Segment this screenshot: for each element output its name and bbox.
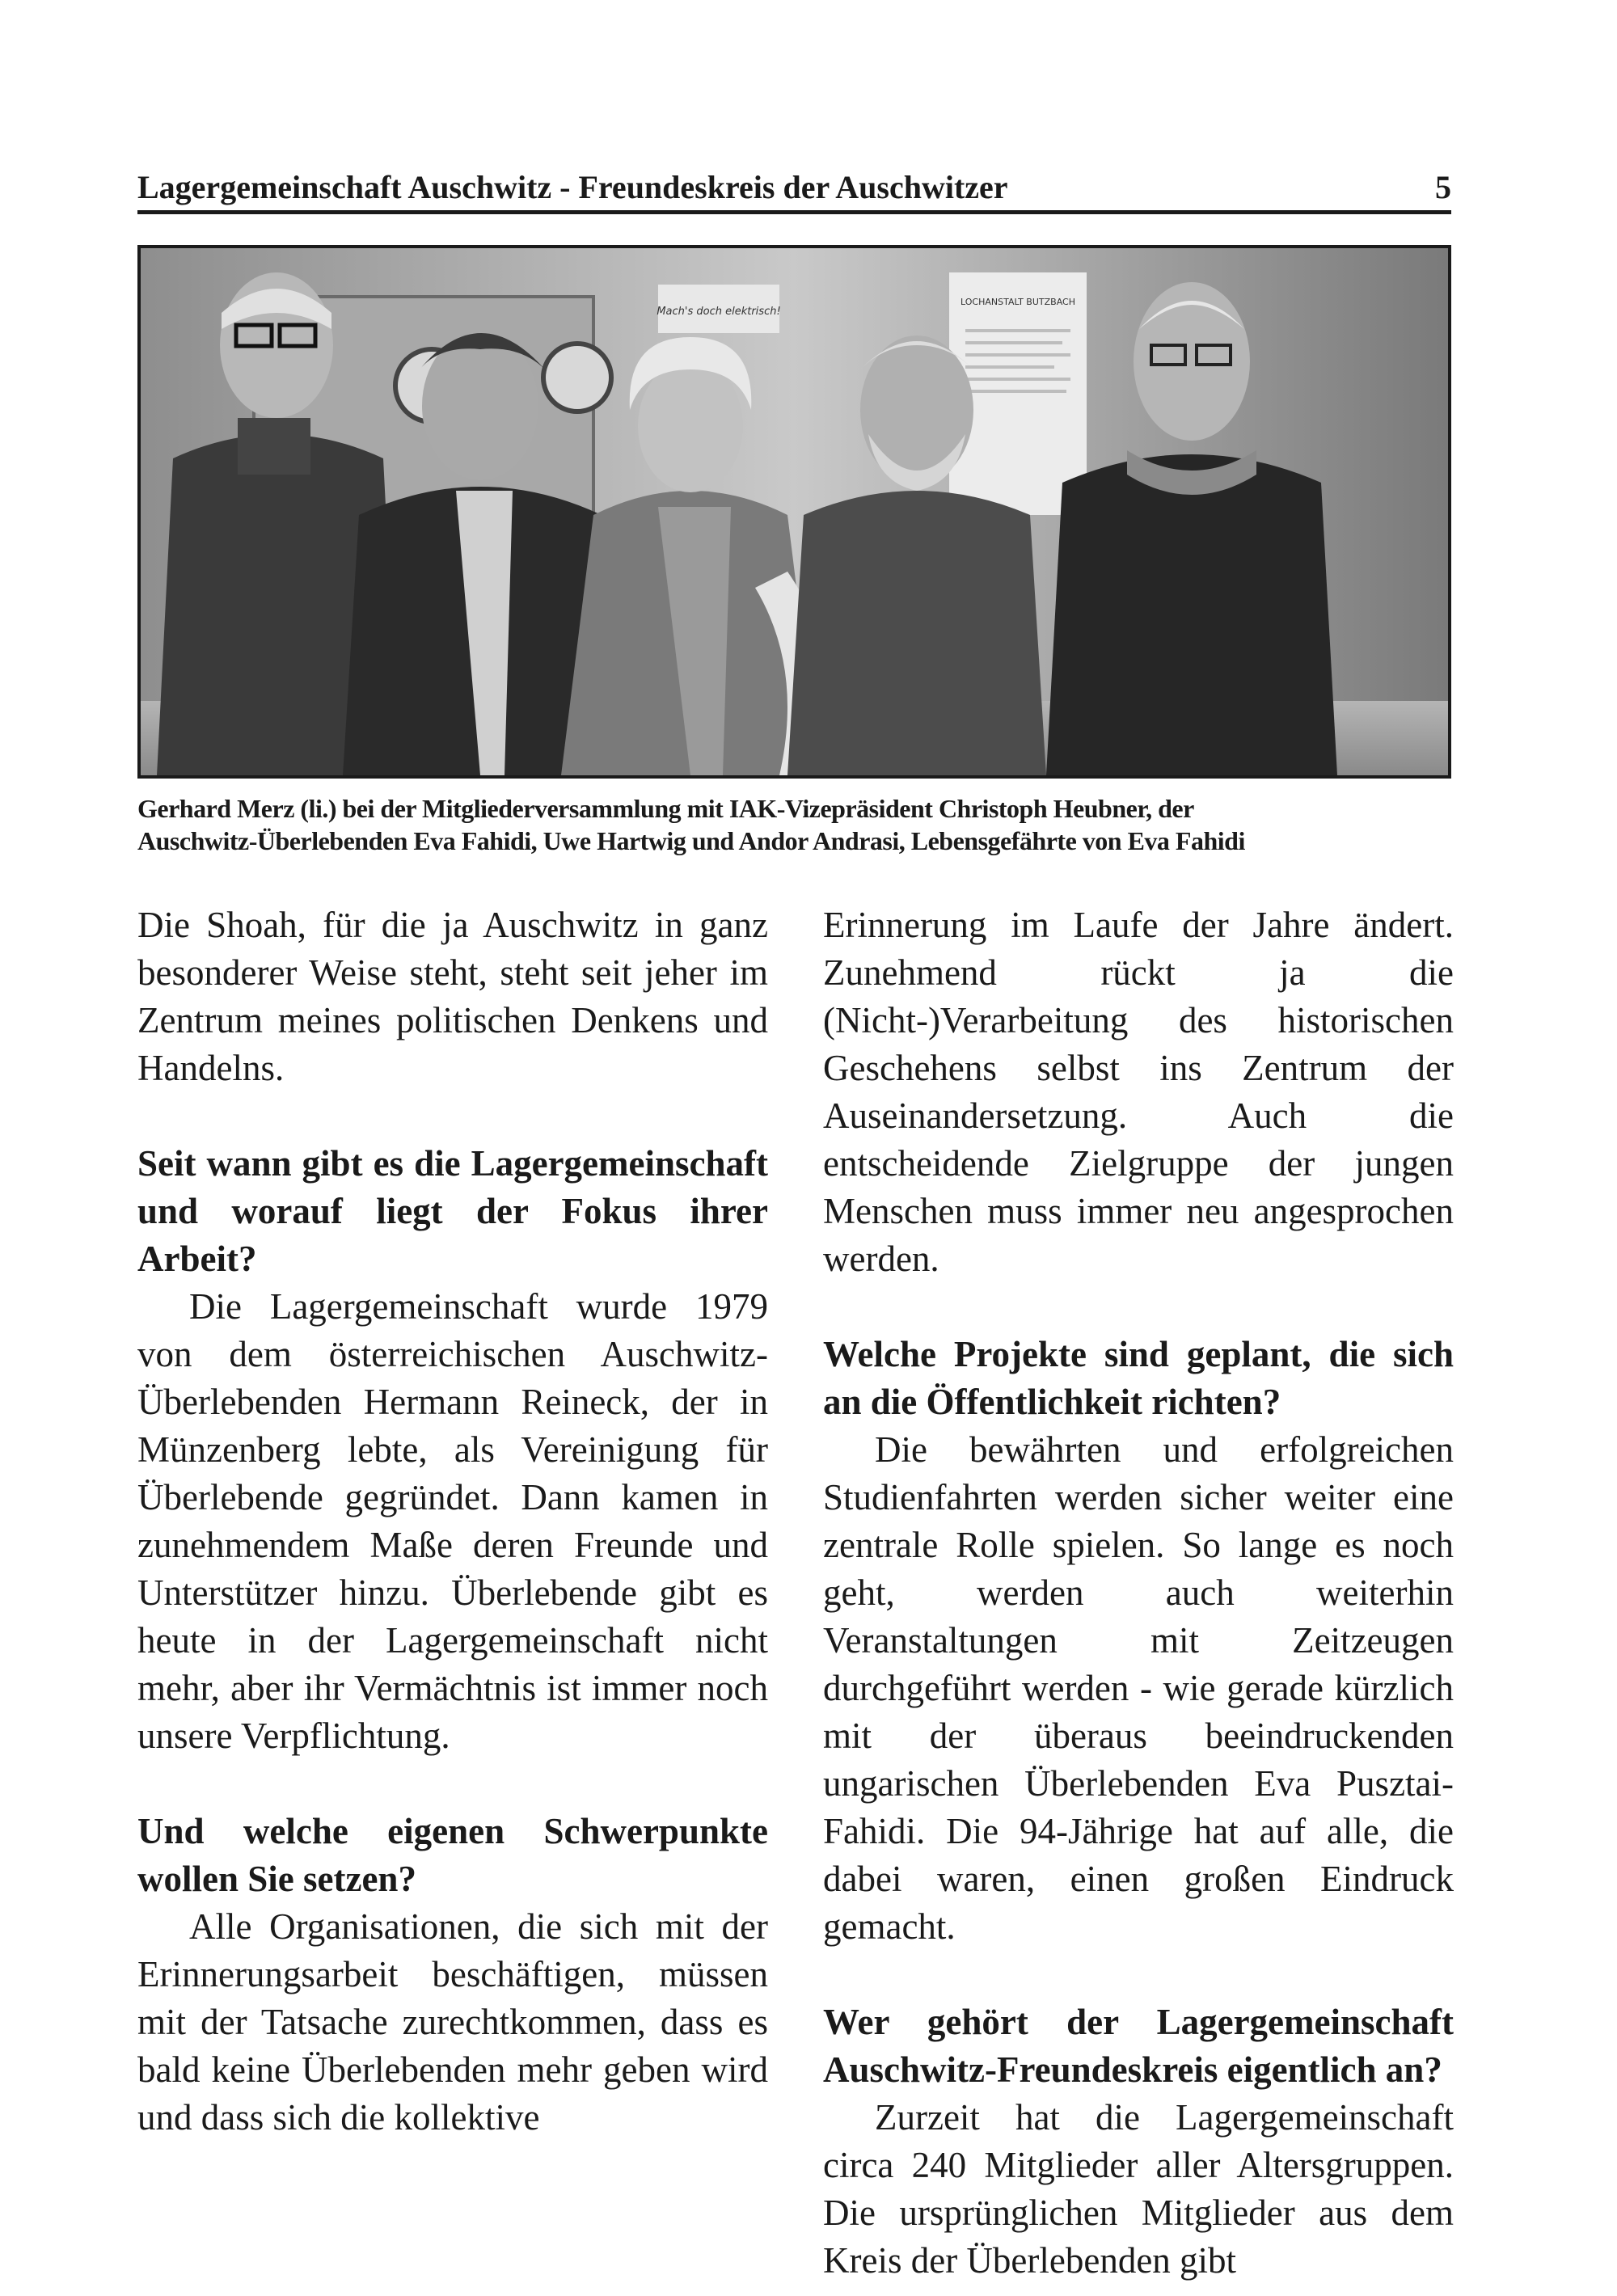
intro-paragraph: Die Shoah, für die ja Auschwitz in ganz besonderer Weise steht, steht seit jeher im Zentrum meines politischen Denkens und Handelns. bbox=[137, 905, 768, 1088]
answer-paragraph-4: Zurzeit hat die Lagergemeinschaft circa 240 Mitglieder aller Altersgruppen. Die ursprünglichen Mitglieder aus dem Kreis der Überlebenden gibt bbox=[823, 2097, 1454, 2281]
question-heading-2: Und welche eigenen Schwerpunkte wollen Sie setzen? bbox=[137, 1811, 768, 1899]
question-heading-1: Seit wann gibt es die Lagergemeinschaft und worauf liegt der Fokus ihrer Arbeit? bbox=[137, 1143, 768, 1279]
exhibit-board-title: LOCHANSTALT BUTZBACH bbox=[960, 297, 1075, 307]
page-number: 5 bbox=[1435, 169, 1451, 205]
left-column bbox=[137, 901, 768, 2142]
caption-line-1: Gerhard Merz (li.) bei der Mitgliederversammlung mit IAK-Vizepräsident Christoph Heubner, der bbox=[137, 794, 1194, 823]
gauge-right bbox=[543, 344, 611, 412]
answer-paragraph-2: Alle Organisationen, die sich mit der Erinnerungsarbeit beschäftigen, müssen mit der Tatsache zurechtkommen, dass es bald keine Überlebenden mehr geben wird und dass sich die kollektive bbox=[137, 1906, 768, 2138]
answer-paragraph-1: Die Lagergemeinschaft wurde 1979 von dem österreichischen Auschwitz-Überlebenden Hermann Reineck, der in Münzenberg lebte, als Vereinigung für Überlebende gegründet. Dann kamen in zunehmendem Maße deren Freunde und Unterstützer hinzu. Überlebende gibt es heute in der Lagergemeinschaft nicht mehr, aber ihr Vermächtnis ist immer noch unsere Verpflichtung. bbox=[137, 1286, 768, 1756]
right-column bbox=[823, 901, 1454, 2285]
caption-line-2: Auschwitz-Überlebenden Eva Fahidi, Uwe Hartwig und Andor Andrasi, Lebensgefährte von Eva Fahidi bbox=[137, 826, 1245, 855]
photo-caption bbox=[137, 792, 1451, 857]
sign-handwritten-text: Mach's doch elektrisch! bbox=[657, 306, 781, 318]
question-heading-4: Wer gehört der Lagergemeinschaft Auschwitz-Freundeskreis eigentlich an? bbox=[823, 2002, 1454, 2090]
spacer bbox=[137, 1092, 768, 1140]
answer-paragraph-3: Die bewährten und erfolgreichen Studienfahrten werden sicher weiter eine zentrale Rolle spielen. So lange es noch geht, werden auch weiterhin Veranstaltungen mit Zeitzeugen durchgeführt werden - wie gerade kürzlich mit der überaus beeindruckenden ungarischen Überlebenden Eva Pusztai-Fahidi. Die 94-Jährige hat auf alle, die dabei waren, einen großen Eindruck gemacht. bbox=[823, 1429, 1454, 1947]
continued-paragraph: Erinnerung im Laufe der Jahre ändert. Zunehmend rückt ja die (Nicht-)Verarbeitung des historischen Geschehens selbst ins Zentrum der Auseinandersetzung. Auch die entscheidende Zielgruppe der jungen Menschen muss immer neu angesprochen werden. bbox=[823, 905, 1454, 1279]
group-photo-illustration bbox=[141, 248, 1448, 775]
spacer bbox=[823, 1283, 1454, 1331]
spacer bbox=[823, 1951, 1454, 1998]
running-header bbox=[137, 162, 1451, 214]
question-heading-3: Welche Projekte sind geplant, die sich an die Öffentlichkeit richten? bbox=[823, 1334, 1454, 1422]
spacer bbox=[137, 1760, 768, 1808]
group-photo bbox=[137, 245, 1451, 779]
header-title: Lagergemeinschaft Auschwitz - Freundeskreis der Auschwitzer bbox=[137, 169, 1008, 205]
